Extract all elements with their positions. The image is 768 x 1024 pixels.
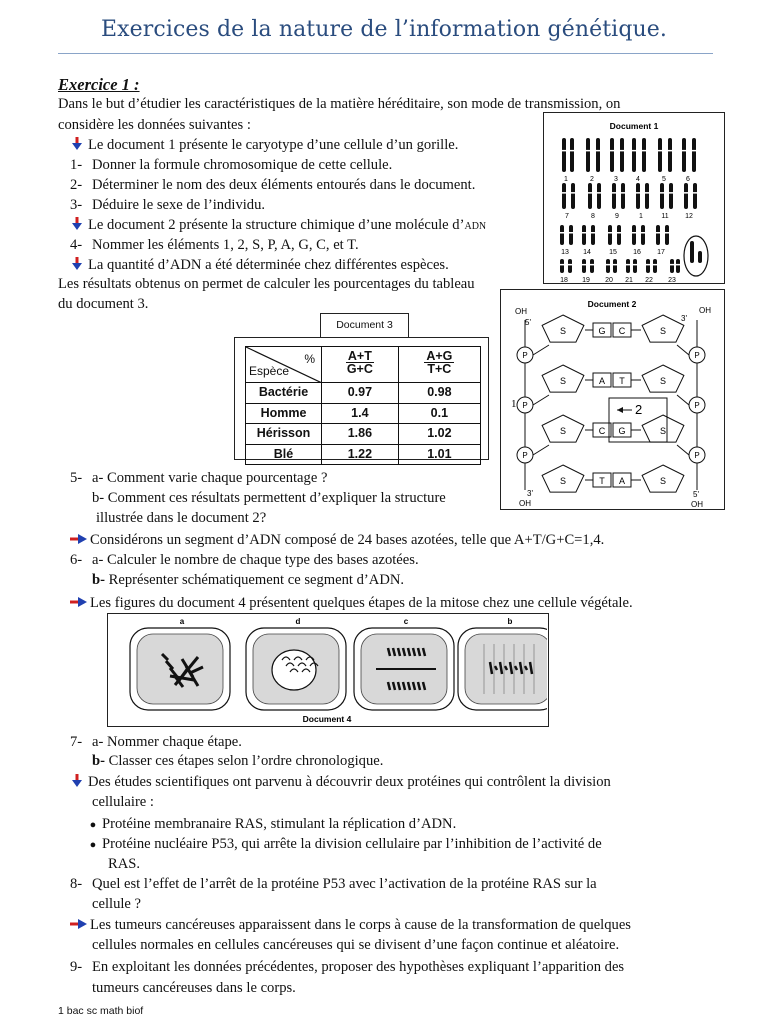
chromosome-band bbox=[588, 192, 593, 194]
question-7b bbox=[92, 752, 383, 772]
document-1-figure bbox=[543, 112, 725, 284]
table-row bbox=[246, 383, 481, 404]
results-line-1: Les résultats obtenus on permet de calculer les pourcentages du tableau bbox=[58, 276, 475, 292]
bullet-segment bbox=[70, 531, 604, 551]
chromosome bbox=[656, 225, 660, 245]
chromosome-number: 14 bbox=[583, 249, 591, 256]
five-prime-bottom: 5' bbox=[693, 490, 699, 499]
chromosome bbox=[658, 138, 662, 172]
five-prime-top: 5' bbox=[525, 318, 531, 327]
bullet-proteins-text-2: cellulaire : bbox=[92, 794, 154, 810]
chromosome bbox=[645, 183, 649, 209]
bullet-doc1-text: Le document 1 présente le caryotype d’une cellule d’un gorille. bbox=[88, 137, 459, 153]
bullet-tumors-text-2: cellules normales en cellules cancéreuses qui se divisent d’une façon continue et aléatoire. bbox=[92, 937, 620, 953]
chromosome-band bbox=[591, 232, 596, 234]
three-prime-top: 3' bbox=[681, 314, 687, 323]
question-5b-line-2: illustrée dans le document 2? bbox=[96, 510, 267, 526]
chromosome-band bbox=[653, 264, 658, 266]
chromosome bbox=[682, 138, 686, 172]
sex-chromosome-y bbox=[698, 251, 702, 263]
chromosome-band bbox=[660, 192, 665, 194]
question-9-number: 9- bbox=[70, 959, 83, 975]
table-row bbox=[246, 444, 481, 465]
header-at: A+T bbox=[347, 348, 372, 363]
chromosome bbox=[642, 138, 646, 172]
header-ag-tc bbox=[398, 347, 480, 383]
base-letter: T bbox=[619, 376, 625, 386]
chromosome-band bbox=[665, 232, 670, 234]
karyotype-image bbox=[544, 113, 723, 282]
chromosome bbox=[621, 183, 625, 209]
chromosome-band bbox=[632, 150, 637, 152]
question-7a bbox=[70, 733, 242, 753]
chromosome-rows bbox=[560, 138, 703, 282]
exercise-heading: Exercice 1 : bbox=[58, 75, 140, 94]
sugar-label: S bbox=[559, 376, 567, 386]
header-gc: G+C bbox=[346, 361, 373, 376]
document-3-label: Document 3 bbox=[320, 313, 409, 338]
chromosome-band bbox=[642, 150, 647, 152]
chromosome bbox=[676, 259, 680, 273]
chromosome-band bbox=[568, 264, 573, 266]
question-3-text: Déduire le sexe de l’individu. bbox=[92, 197, 266, 213]
stage-letter: b bbox=[507, 617, 513, 626]
question-6a-text: a- Calculer le nombre de chaque type des bases azotées. bbox=[92, 552, 419, 568]
chromosome bbox=[562, 183, 566, 209]
question-8 bbox=[70, 875, 597, 895]
species-cell: Homme bbox=[246, 403, 322, 424]
chromosome-band bbox=[571, 192, 576, 194]
chromosome bbox=[646, 259, 650, 273]
stage-letter: a bbox=[179, 617, 185, 626]
chromosome-number: 16 bbox=[633, 249, 641, 256]
dot-p53 bbox=[84, 835, 602, 856]
arrow-bullet-icon bbox=[70, 917, 88, 931]
chromosome-band bbox=[621, 192, 626, 194]
chromosome-number: 18 bbox=[560, 277, 568, 282]
dot-ras-text: Protéine membranaire RAS, stimulant la réplication d’ADN. bbox=[102, 816, 457, 832]
corner-species: Espèce bbox=[249, 363, 290, 378]
chromosome bbox=[668, 138, 672, 172]
chromosome-band bbox=[617, 232, 622, 234]
chromosome bbox=[641, 225, 645, 245]
bullet-quantity-text: La quantité d’ADN a été déterminée chez différentes espèces. bbox=[88, 257, 449, 273]
chromosome-band bbox=[596, 150, 601, 152]
bullet-quantity bbox=[70, 256, 449, 276]
bond-line bbox=[677, 395, 689, 405]
intro-line-1: Dans le but d’étudier les caractéristiques de la matière héréditaire, son mode de transmission, on bbox=[58, 96, 621, 112]
document-4-label: Document 4 bbox=[302, 714, 352, 724]
document-3-figure bbox=[234, 337, 489, 460]
table-row bbox=[246, 403, 481, 424]
arrow-bullet-icon bbox=[70, 217, 84, 231]
bullet-doc2-text: Le document 2 présente la structure chimique d’une molécule d’ bbox=[88, 217, 465, 233]
sugar-label: S bbox=[559, 476, 567, 486]
question-5a bbox=[70, 469, 327, 489]
sugar-label: S bbox=[659, 476, 667, 486]
phosphate-label: P bbox=[522, 351, 528, 360]
arrow-bullet-icon bbox=[70, 595, 88, 609]
chromosome-band bbox=[646, 264, 651, 266]
chromosome-number: 15 bbox=[609, 249, 617, 256]
cell-cytoplasm bbox=[137, 634, 223, 704]
label-two: 2 bbox=[635, 402, 643, 417]
sex-chromosome-x bbox=[690, 241, 694, 263]
oh-bottom-left: OH bbox=[519, 499, 531, 508]
chromosome bbox=[660, 183, 664, 209]
chromosome-number: 1 bbox=[639, 213, 643, 220]
label-two-arrowhead bbox=[617, 407, 623, 413]
dot-bullet-icon: ● bbox=[89, 819, 97, 831]
sugar-label: S bbox=[559, 326, 567, 336]
value-cell: 0.97 bbox=[322, 383, 399, 404]
chromosome bbox=[617, 225, 621, 245]
chromosome bbox=[591, 225, 595, 245]
chromosome bbox=[570, 138, 574, 172]
chromosome bbox=[620, 138, 624, 172]
chromosome-band bbox=[590, 264, 595, 266]
question-5-number: 5- bbox=[70, 470, 83, 486]
base-letter: G bbox=[598, 326, 606, 336]
chromosome bbox=[636, 183, 640, 209]
question-7b-letter: b- bbox=[92, 753, 105, 769]
dot-p53-text-2: RAS. bbox=[108, 856, 141, 872]
bullet-segment-text: Considérons un segment d’ADN composé de 24 bases azotées, telle que A+T/G+C=1,4. bbox=[90, 532, 605, 548]
phosphate-label: P bbox=[522, 451, 528, 460]
chromosome bbox=[560, 259, 564, 273]
value-cell: 1.86 bbox=[322, 424, 399, 445]
chromosome bbox=[670, 259, 674, 273]
bond-line bbox=[533, 445, 549, 455]
chromosome bbox=[569, 225, 573, 245]
chromosome bbox=[665, 225, 669, 245]
chromosome-band bbox=[613, 264, 618, 266]
dna-structure-diagram bbox=[501, 290, 723, 508]
label-one: 1 bbox=[511, 398, 517, 410]
chromosome bbox=[590, 259, 594, 273]
sugar-label: S bbox=[559, 426, 567, 436]
bullet-mitosis bbox=[70, 594, 633, 614]
chromosome-band bbox=[670, 264, 675, 266]
chromosome-band bbox=[636, 192, 641, 194]
header-ag: A+G bbox=[426, 348, 453, 363]
chromosome bbox=[608, 225, 612, 245]
species-cell: Hérisson bbox=[246, 424, 322, 445]
chromosome bbox=[588, 183, 592, 209]
bond-line bbox=[677, 445, 689, 455]
chromosome bbox=[632, 138, 636, 172]
question-3-number: 3- bbox=[70, 197, 83, 213]
chromosome-band bbox=[570, 150, 575, 152]
chromosome bbox=[582, 225, 586, 245]
chromosome bbox=[693, 183, 697, 209]
question-6a bbox=[70, 551, 419, 571]
question-9 bbox=[70, 958, 624, 978]
chromosome-number: 3 bbox=[614, 176, 618, 183]
question-7b-text: Classer ces étapes selon l’ordre chronologique. bbox=[104, 753, 384, 769]
chromosome-band bbox=[560, 232, 565, 234]
base-letter: C bbox=[618, 326, 626, 336]
chromosome-number: 1 bbox=[564, 176, 568, 183]
phosphate-label: P bbox=[694, 351, 700, 360]
bullet-doc2-adn: ADN bbox=[464, 221, 487, 232]
chromosome-number: 12 bbox=[685, 213, 693, 220]
chromosome bbox=[597, 183, 601, 209]
question-3 bbox=[70, 196, 265, 216]
question-1 bbox=[70, 156, 392, 176]
question-9-text-2: tumeurs cancéreuses dans le corps. bbox=[92, 980, 296, 996]
base-letter: C bbox=[598, 426, 606, 436]
chromosome-number: 20 bbox=[605, 277, 613, 282]
oh-bottom-right: OH bbox=[691, 500, 703, 508]
question-2-text: Déterminer le nom des deux éléments entourés dans le document. bbox=[92, 177, 476, 193]
document-3-table bbox=[245, 346, 481, 465]
chromosome-band bbox=[562, 150, 567, 152]
chromosome-band bbox=[632, 232, 637, 234]
chromosome-band bbox=[669, 192, 674, 194]
bond-line bbox=[533, 395, 549, 405]
question-7-number: 7- bbox=[70, 734, 83, 750]
results-line-2: du document 3. bbox=[58, 296, 149, 312]
oh-top-left: OH bbox=[515, 307, 527, 316]
stage-letter: c bbox=[403, 617, 409, 626]
circled-sex-chromosomes bbox=[684, 236, 708, 276]
bullet-tumors bbox=[70, 916, 631, 936]
question-6b-text: Représenter schématiquement ce segment d’ADN. bbox=[104, 572, 405, 588]
value-cell: 0.1 bbox=[398, 403, 480, 424]
chromosome bbox=[586, 138, 590, 172]
page-title: Exercices de la nature de l’information génétique. bbox=[101, 17, 667, 42]
mitosis-cells bbox=[130, 617, 547, 710]
question-8-text-1: Quel est l’effet de l’arrêt de la protéine P53 avec l’activation de la protéine RAS sur la bbox=[92, 876, 597, 892]
chromosome-band bbox=[668, 150, 673, 152]
dot-ras bbox=[84, 815, 456, 836]
chromosome-band bbox=[693, 192, 698, 194]
chromosome-band bbox=[610, 150, 615, 152]
chromosome-band bbox=[641, 232, 646, 234]
chromosome-band bbox=[656, 232, 661, 234]
question-1-number: 1- bbox=[70, 157, 83, 173]
chromosome-band bbox=[645, 192, 650, 194]
table-corner-cell bbox=[246, 347, 322, 383]
arrow-bullet-icon bbox=[70, 137, 84, 151]
intro-line-2: considère les données suivantes : bbox=[58, 117, 251, 133]
arrow-bullet-icon bbox=[70, 257, 84, 271]
sugar-label: S bbox=[659, 426, 667, 436]
document-2-label: Document 2 bbox=[587, 299, 637, 309]
question-2 bbox=[70, 176, 475, 196]
chromosome-number: 5 bbox=[662, 176, 666, 183]
chromosome-number: 17 bbox=[657, 249, 665, 256]
chromosome-band bbox=[582, 232, 587, 234]
species-cell: Blé bbox=[246, 444, 322, 465]
bond-line bbox=[533, 345, 549, 355]
chromosome-number: 13 bbox=[561, 249, 569, 256]
table-row bbox=[246, 424, 481, 445]
question-5b-line-1: b- Comment ces résultats permettent d’expliquer la structure bbox=[92, 490, 446, 506]
bullet-doc2 bbox=[70, 216, 486, 237]
oh-top-right: OH bbox=[699, 306, 711, 315]
question-6b-letter: b- bbox=[92, 572, 105, 588]
question-4-number: 4- bbox=[70, 237, 83, 253]
bullet-mitosis-text: Les figures du document 4 présentent quelques étapes de la mitose chez une cellule végétale. bbox=[90, 595, 633, 611]
chromosome bbox=[571, 183, 575, 209]
chromosome-band bbox=[560, 264, 565, 266]
chromosome-band bbox=[562, 192, 567, 194]
chromosome-number: 21 bbox=[625, 277, 633, 282]
base-letter: A bbox=[598, 376, 606, 386]
chromosome-band bbox=[682, 150, 687, 152]
chromosome bbox=[582, 259, 586, 273]
chromosome-band bbox=[569, 232, 574, 234]
chromosome bbox=[568, 259, 572, 273]
corner-percent: % bbox=[304, 352, 315, 366]
chromosome bbox=[669, 183, 673, 209]
header-tc: T+C bbox=[427, 361, 452, 376]
sugar-label: S bbox=[659, 376, 667, 386]
stage-letter: d bbox=[295, 617, 301, 626]
question-6-number: 6- bbox=[70, 552, 83, 568]
chromosome bbox=[560, 225, 564, 245]
chromosome-number: 6 bbox=[686, 176, 690, 183]
species-cell: Bactérie bbox=[246, 383, 322, 404]
arrow-bullet-icon bbox=[70, 774, 84, 788]
chromosome bbox=[562, 138, 566, 172]
question-8-number: 8- bbox=[70, 876, 83, 892]
chromosome-band bbox=[586, 150, 591, 152]
chromosome-band bbox=[692, 150, 697, 152]
chromosome-band bbox=[658, 150, 663, 152]
bullet-proteins bbox=[70, 773, 611, 793]
document-1-label: Document 1 bbox=[609, 121, 659, 131]
chromosome bbox=[684, 183, 688, 209]
chromosome bbox=[612, 183, 616, 209]
chromosome-number: 8 bbox=[591, 213, 595, 220]
value-cell: 1.22 bbox=[322, 444, 399, 465]
question-5a-text: a- Comment varie chaque pourcentage ? bbox=[92, 470, 328, 486]
chromosome-number: 4 bbox=[636, 176, 640, 183]
three-prime-bottom: 3' bbox=[527, 489, 533, 498]
chromosome bbox=[596, 138, 600, 172]
chromosome bbox=[626, 259, 630, 273]
footer-text: 1 bac sc math biof bbox=[58, 1005, 144, 1017]
chromosome-number: 2 bbox=[590, 176, 594, 183]
question-6b bbox=[92, 571, 404, 591]
dna-backbone-group bbox=[517, 315, 705, 492]
phosphate-label: P bbox=[694, 451, 700, 460]
chromosome-number: 7 bbox=[565, 213, 569, 220]
arrow-bullet-icon bbox=[70, 532, 88, 546]
value-cell: 1.4 bbox=[322, 403, 399, 424]
base-letter: T bbox=[599, 476, 605, 486]
chromosome-number: 19 bbox=[582, 277, 590, 282]
bullet-proteins-text-1: Des études scientifiques ont parvenu à découvrir deux protéines qui contrôlent la division bbox=[88, 774, 611, 790]
chromosome-band bbox=[676, 264, 681, 266]
nucleus bbox=[272, 650, 316, 690]
chromosome bbox=[692, 138, 696, 172]
value-cell: 1.01 bbox=[398, 444, 480, 465]
document-2-figure bbox=[500, 289, 725, 510]
chromosome bbox=[633, 259, 637, 273]
chromosome-band bbox=[633, 264, 638, 266]
base-letter: G bbox=[618, 426, 626, 436]
header-at-gc bbox=[322, 347, 399, 383]
chromosome-band bbox=[582, 264, 587, 266]
mitosis-stages-image bbox=[108, 614, 547, 725]
chromosome-band bbox=[626, 264, 631, 266]
chromosome-band bbox=[608, 232, 613, 234]
question-9-text-1: En exploitant les données précédentes, proposer des hypothèses expliquant l’apparition des bbox=[92, 959, 625, 975]
chromosome-band bbox=[597, 192, 602, 194]
bond-line bbox=[677, 345, 689, 355]
chromosome-number: 9 bbox=[615, 213, 619, 220]
dot-bullet-icon: ● bbox=[89, 839, 97, 851]
chromosome-band bbox=[612, 192, 617, 194]
question-1-text: Donner la formule chromosomique de cette cellule. bbox=[92, 157, 393, 173]
base-letter: A bbox=[618, 476, 626, 486]
question-8-text-2: cellule ? bbox=[92, 896, 142, 912]
bullet-doc1 bbox=[70, 136, 458, 156]
question-4-text: Nommer les éléments 1, 2, S, P, A, G, C, et T. bbox=[92, 237, 359, 253]
value-cell: 1.02 bbox=[398, 424, 480, 445]
chromosome bbox=[632, 225, 636, 245]
question-2-number: 2- bbox=[70, 177, 83, 193]
chromosome bbox=[653, 259, 657, 273]
chromosome-band bbox=[684, 192, 689, 194]
bullet-tumors-text-1: Les tumeurs cancéreuses apparaissent dans le corps à cause de la transformation de quelques bbox=[90, 917, 631, 933]
document-4-figure bbox=[107, 613, 549, 727]
phosphate-label: P bbox=[522, 401, 528, 410]
dot-p53-text-1: Protéine nucléaire P53, qui arrête la division cellulaire par l’inhibition de l’activité de bbox=[102, 836, 602, 852]
phosphate-label: P bbox=[694, 401, 700, 410]
question-4 bbox=[70, 236, 359, 256]
value-cell: 0.98 bbox=[398, 383, 480, 404]
chromosome bbox=[613, 259, 617, 273]
chromosome bbox=[610, 138, 614, 172]
chromosome-number: 11 bbox=[661, 213, 669, 220]
chromosome-band bbox=[606, 264, 611, 266]
chromosome-number: 22 bbox=[645, 277, 653, 282]
chromosome-number: 23 bbox=[668, 277, 676, 282]
title-divider bbox=[58, 53, 713, 54]
sugar-label: S bbox=[659, 326, 667, 336]
chromosome-band bbox=[620, 150, 625, 152]
chromosome bbox=[606, 259, 610, 273]
question-7a-text: a- Nommer chaque étape. bbox=[92, 734, 242, 750]
